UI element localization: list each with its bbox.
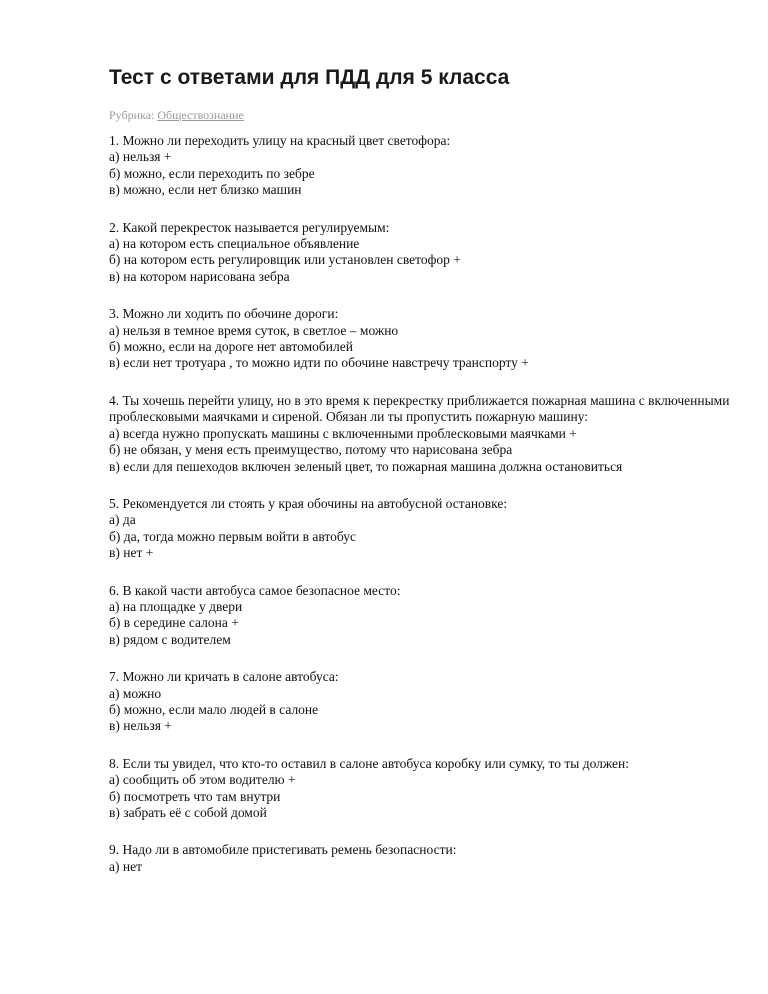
question-block <box>109 669 739 735</box>
answer-option: а) всегда нужно пропускать машины с включенными проблесковыми маячками + <box>109 425 577 441</box>
question-text: 5. Рекомендуется ли стоять у края обочины на автобусной остановке: <box>109 495 508 511</box>
answer-option: в) можно, если нет близко машин <box>109 182 302 198</box>
answer-option: б) посмотреть что там внутри <box>109 788 281 804</box>
answer-option: б) можно, если мало людей в салоне <box>109 701 319 717</box>
answer-option: б) в середине салона + <box>109 615 239 631</box>
answer-option: б) да, тогда можно первым войти в автобус <box>109 528 356 544</box>
answer-option: в) забрать её с собой домой <box>109 805 267 820</box>
question-block <box>109 133 739 199</box>
answer-option: а) сообщить об этом водителю + <box>109 772 296 788</box>
question-block <box>109 583 739 649</box>
answer-option: в) нет + <box>109 545 154 561</box>
question-text: 1. Можно ли переходить улицу на красный цвет светофора: <box>109 133 451 148</box>
rubric-label: Рубрика: <box>109 108 155 122</box>
question-block <box>109 756 739 822</box>
question-text: 8. Если ты увидел, что кто-то оставил в салоне автобуса коробку или сумку, то ты должен: <box>109 755 629 771</box>
question-list <box>109 133 739 896</box>
answer-option: а) нет <box>109 858 142 874</box>
question-block <box>109 306 739 372</box>
answer-option: б) можно, если переходить по зебре <box>109 165 315 181</box>
answer-option: а) нельзя + <box>109 149 172 165</box>
answer-option: а) да <box>109 512 136 528</box>
answer-option: а) можно <box>109 685 162 701</box>
answer-option: б) на котором есть регулировщик или установлен светофор + <box>109 252 461 268</box>
answer-option: в) на котором нарисована зебра <box>109 268 290 284</box>
question-block <box>109 220 739 286</box>
question-text: 6. В какой части автобуса самое безопасное место: <box>109 582 401 598</box>
answer-option: в) нельзя + <box>109 718 172 734</box>
rubric-link[interactable]: Обществознание <box>157 108 244 122</box>
answer-option: а) на площадке у двери <box>109 598 243 614</box>
rubric-line <box>109 108 244 123</box>
answer-option: в) если для пешеходов включен зеленый цвет, то пожарная машина должна остановиться <box>109 458 623 474</box>
answer-option: в) рядом с водителем <box>109 631 231 647</box>
answer-option: б) не обязан, у меня есть преимущество, потому что нарисована зебра <box>109 442 513 458</box>
answer-option: б) можно, если на дороге нет автомобилей <box>109 339 353 355</box>
question-block <box>109 393 739 475</box>
question-text: 7. Можно ли кричать в салоне автобуса: <box>109 669 339 685</box>
question-text: 2. Какой перекресток называется регулируемым: <box>109 219 390 235</box>
answer-option: а) на котором есть специальное объявление <box>109 236 360 252</box>
question-text: 3. Можно ли ходить по обочине дороги: <box>109 306 339 322</box>
page-title: Тест с ответами для ПДД для 5 класса <box>109 66 510 89</box>
question-text: 4. Ты хочешь перейти улицу, но в это время к перекрестку приближается пожарная машина с включенными проблесковыми маячками и сиреной. Обязан ли ты пропустить пожарную машину: <box>109 392 730 425</box>
question-text: 9. Надо ли в автомобиле пристегивать ремень безопасности: <box>109 842 457 858</box>
answer-option: а) нельзя в темное время суток, в светлое – можно <box>109 322 399 338</box>
answer-option: в) если нет тротуара , то можно идти по обочине навстречу транспорту + <box>109 355 529 371</box>
question-block <box>109 496 739 562</box>
question-block <box>109 842 739 875</box>
